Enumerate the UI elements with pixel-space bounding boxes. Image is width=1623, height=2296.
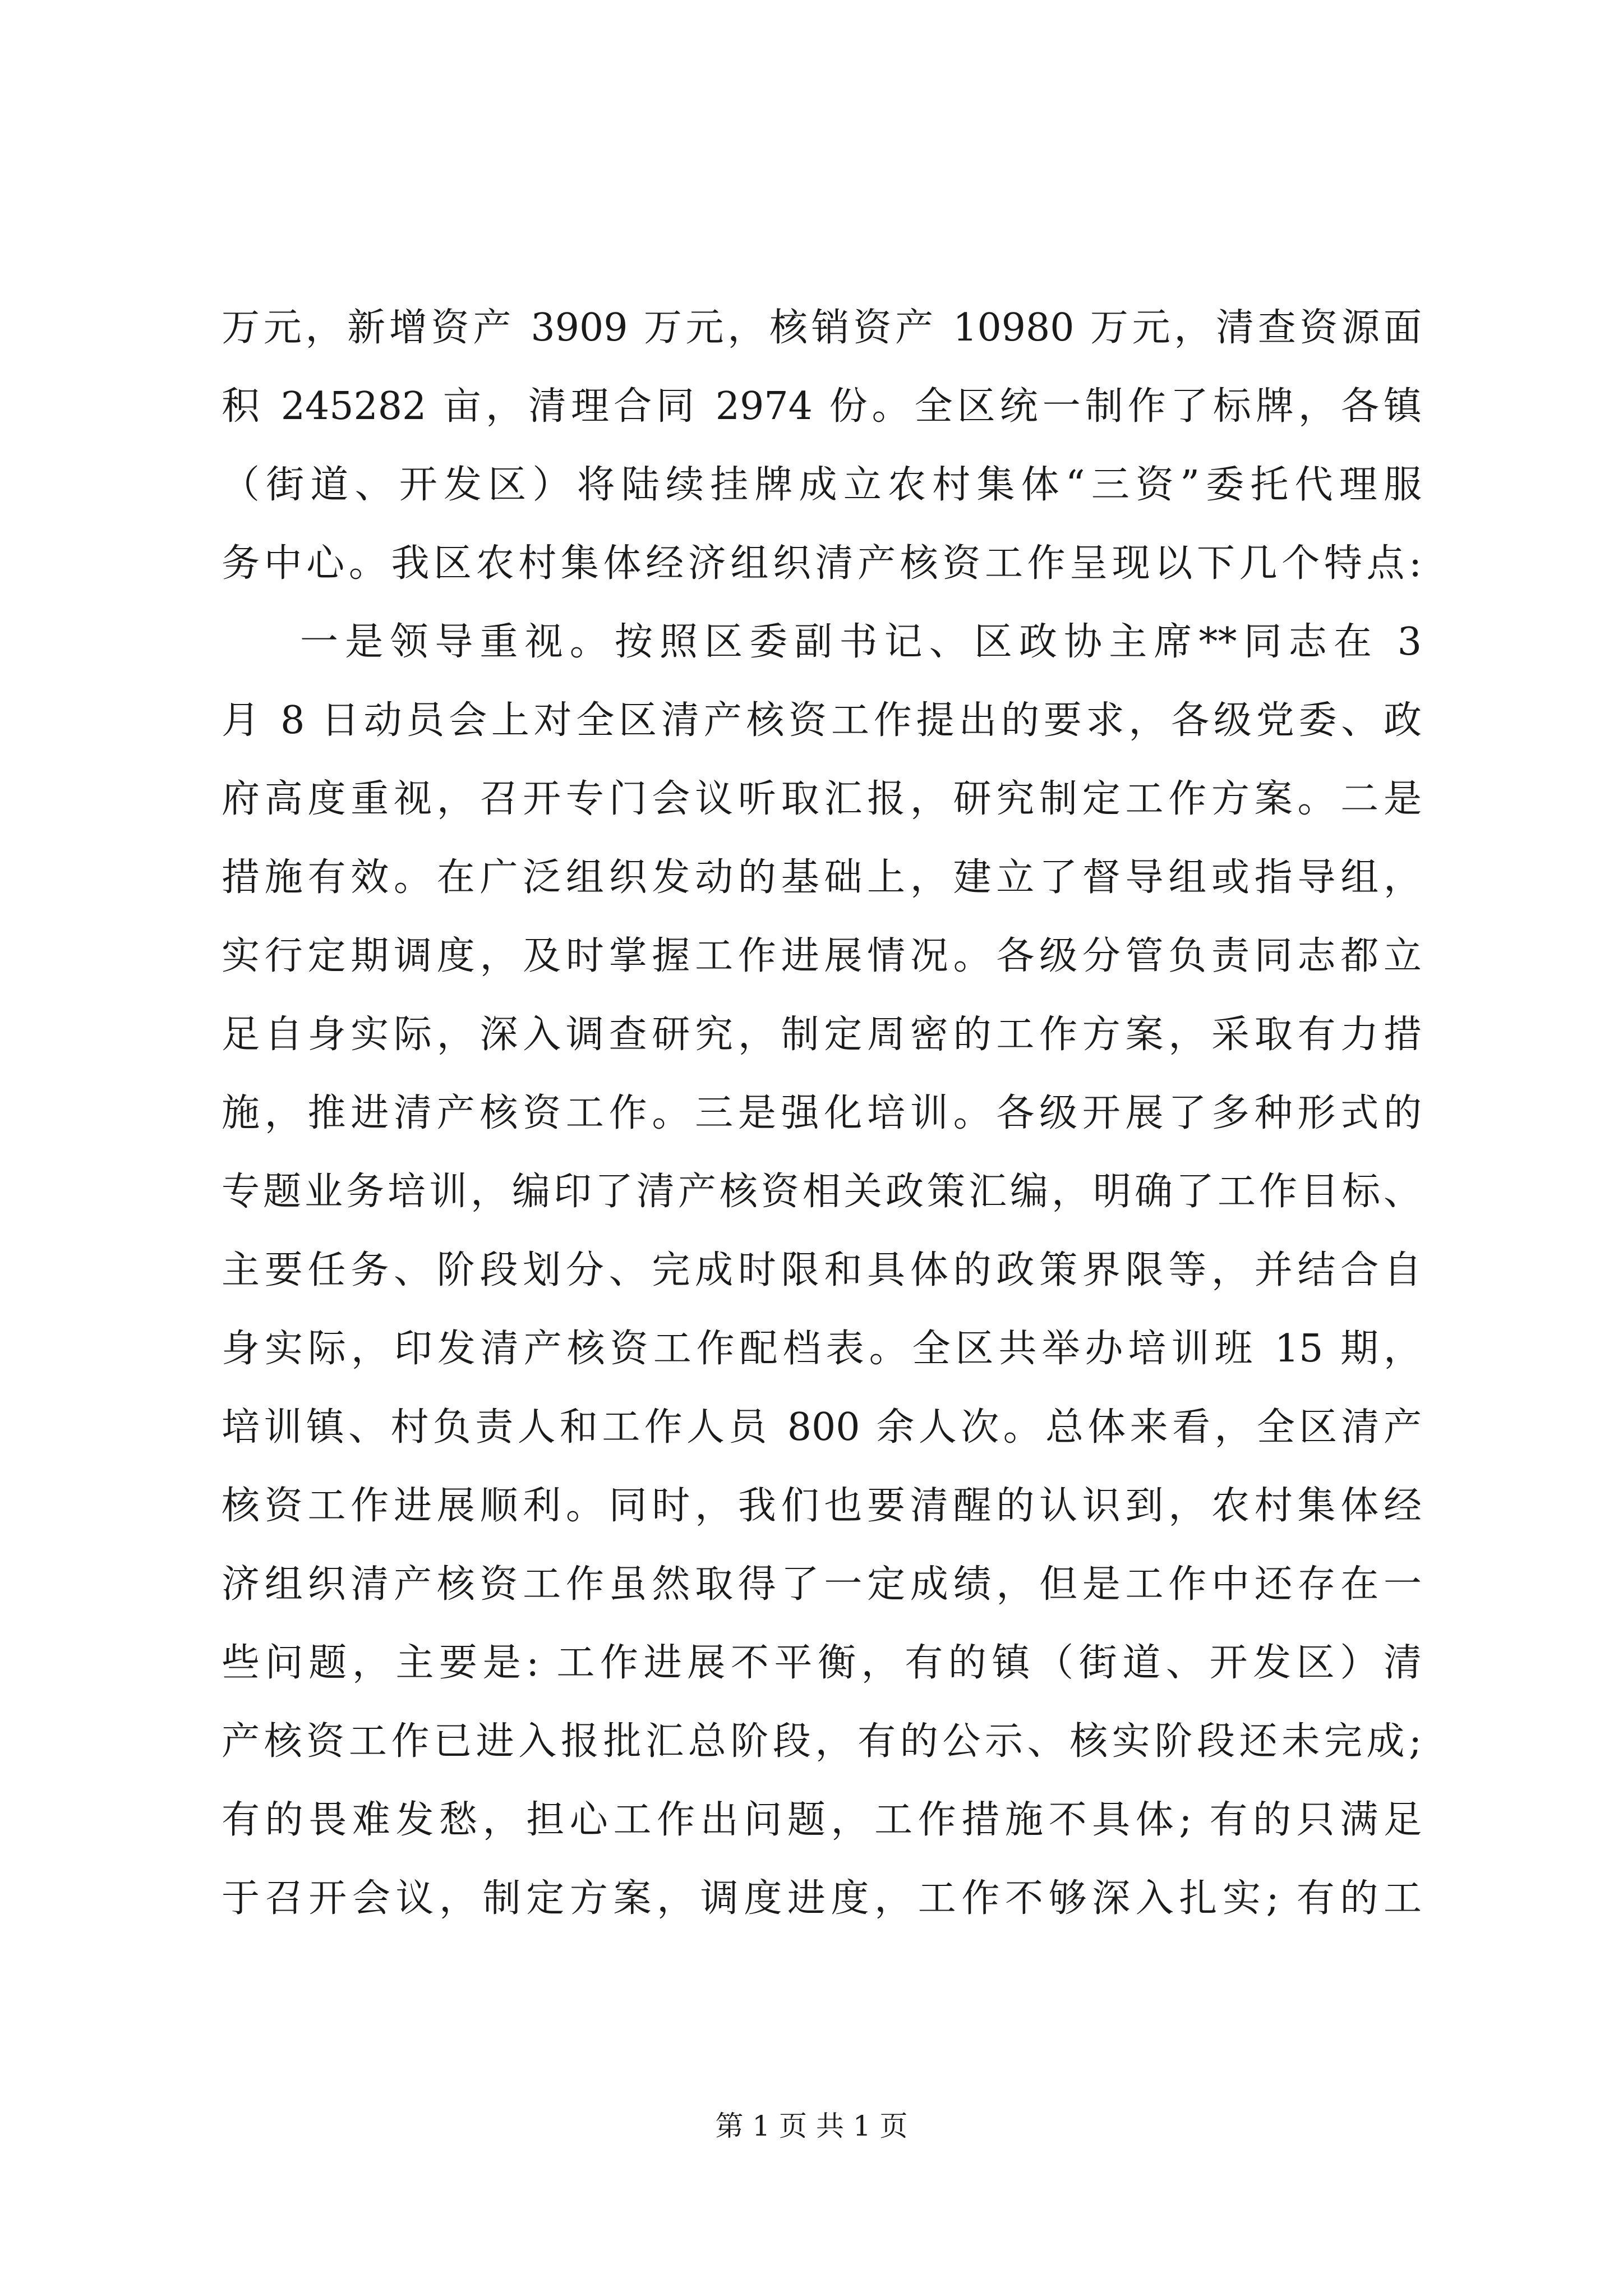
text-line: 府高度重视，召开专门会议听取汇报，研究制定工作方案。二是 [222,777,1422,821]
text-line: 务中心。我区农村集体经济组织清产核资工作呈现以下几个特点: [222,541,1422,586]
text-line: 有的畏难发愁，担心工作出问题，工作措施不具体; 有的只满足 [222,1798,1422,1842]
text-line: 产核资工作已进入报批汇总阶段，有的公示、核实阶段还未完成; [222,1719,1422,1764]
text-line: 济组织清产核资工作虽然取得了一定成绩，但是工作中还存在一 [222,1562,1422,1607]
text-line: 核资工作进展顺利。同时，我们也要清醒的认识到，农村集体经 [222,1484,1422,1528]
text-line: 施，推进清产核资工作。三是强化培训。各级开展了多种形式的 [222,1091,1422,1135]
text-line: 专题业务培训，编印了清产核资相关政策汇编，明确了工作目标、 [222,1170,1422,1214]
text-line: （街道、开发区）将陆续挂牌成立农村集体“三资”委托代理服 [222,463,1422,507]
text-line: 培训镇、村负责人和工作人员 800 余人次。总体来看，全区清产 [222,1405,1422,1450]
text-line: 主要任务、阶段划分、完成时限和具体的政策界限等，并结合自 [222,1248,1422,1292]
document-body [222,300,1422,1949]
text-line: 于召开会议，制定方案，调度进度，工作不够深入扎实; 有的工 [222,1876,1422,1921]
text-line: 足自身实际，深入调查研究，制定周密的工作方案，采取有力措 [222,1013,1422,1057]
text-line: 月 8 日动员会上对全区清产核资工作提出的要求，各级党委、政 [222,698,1422,743]
text-line: 万元，新增资产 3909 万元，核销资产 10980 万元，清查资源面 [222,306,1422,350]
text-line: 实行定期调度，及时掌握工作进展情况。各级分管负责同志都立 [222,934,1422,978]
page-footer: 第 1 页 共 1 页 [715,2110,908,2142]
text-line: 措施有效。在广泛组织发动的基础上，建立了督导组或指导组， [222,855,1422,900]
text-line: 一是领导重视。按照区委副书记、区政协主席**同志在 3 [300,620,1422,664]
text-line: 积 245282 亩，清理合同 2974 份。全区统一制作了标牌，各镇 [222,384,1422,429]
text-line: 些问题，主要是: 工作进展不平衡，有的镇（街道、开发区）清 [222,1641,1422,1685]
text-line: 身实际，印发清产核资工作配档表。全区共举办培训班 15 期， [222,1327,1422,1371]
